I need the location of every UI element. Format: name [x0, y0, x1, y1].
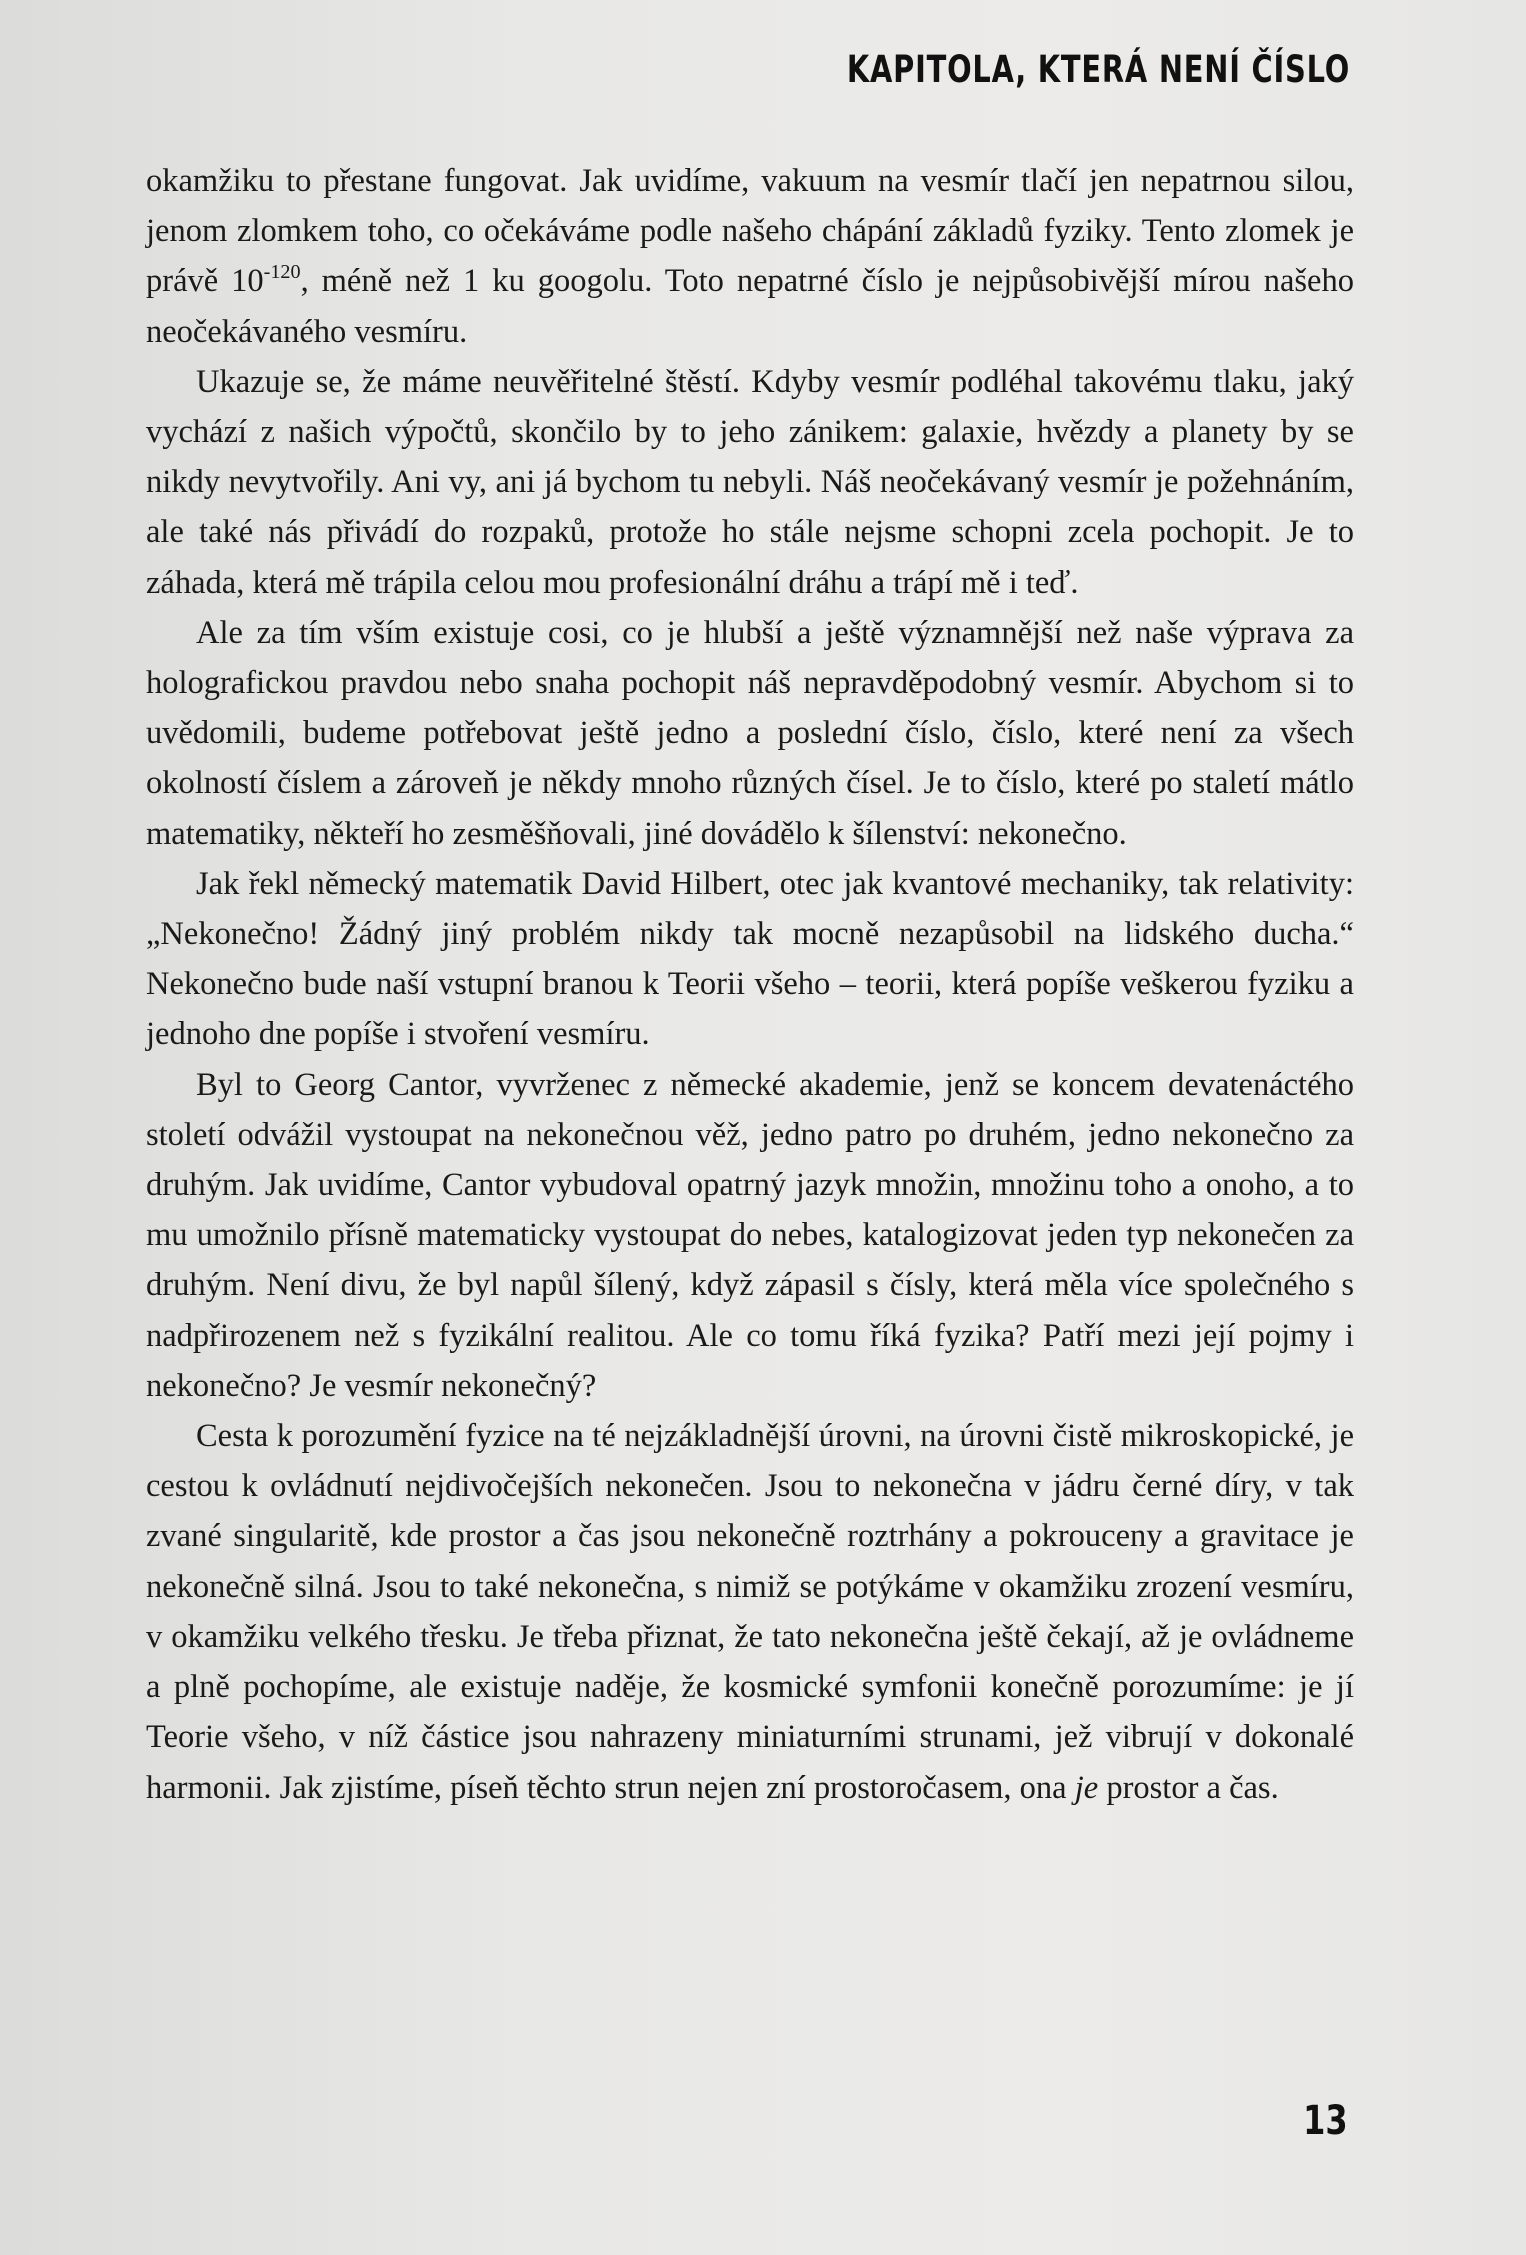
exponent: -120 — [263, 261, 301, 284]
paragraph-3: Ale za tím vším existuje cosi, co je hlubší a ještě významnější než naše výprava za holografickou pravdou nebo snaha pochopit náš nepravděpodobný vesmír. Abychom si to uvědomili, budeme potřebovat ještě jedno a poslední číslo, číslo, které není za všech okolností číslem a zároveň je někdy mnoho různých čísel. Je to číslo, které po staletí mátlo matematiky, někteří ho zesměšňovali, jiné dovádělo k šílenství: nekonečno. — [146, 614, 1354, 852]
paragraph-1-text-start: okamžiku to přestane fungovat. Jak uvidíme, vakuum na vesmír tlačí jen nepatrnou silou, jenom zlomkem toho, co očekáváme podle našeho chápání základů fyziky. Tento zlomek je právě 10 — [146, 163, 1354, 300]
paragraph-6 — [146, 1411, 1354, 1813]
paragraph-1-text-end: , méně než 1 ku googolu. Toto nepatrné číslo je nejpůsobivější mírou našeho neočekávaného vesmíru. — [146, 263, 1354, 350]
running-head: KAPITOLA, KTERÁ NENÍ ČÍSLO — [846, 48, 1350, 91]
body-text — [146, 156, 1354, 1813]
paragraph-6-text-start: Cesta k porozumění fyzice na té nejzákladnější úrovni, na úrovni čistě mikroskopické, je cestou k ovládnutí nejdivočejších nekonečen. Jsou to nekonečna v jádru černé díry, v tak zvané singularitě, kde prostor a čas jsou nekonečně roztrhány a pokrouceny a gravitace je nekonečně silná. Jsou to také nekonečna, s nimiž se potýkáme v okamžiku zrození vesmíru, v okamžiku velkého třesku. Je třeba přiznat, že tato nekonečna ještě čekají, až je ovládneme a plně pochopíme, ale existuje naděje, že kosmické symfonii konečně porozumíme: je jí Teorie všeho, v níž částice jsou nahrazeny miniaturními strunami, jež vibrují v dokonalé harmonii. Jak zjistíme, píseň těchto strun nejen zní prostoročasem, ona — [146, 1418, 1354, 1806]
paragraph-4: Jak řekl německý matematik David Hilbert, otec jak kvantové mechaniky, tak relativity: „Nekonečno! Žádný jiný problém nikdy tak mocně nezapůsobil na lidského ducha.“ Nekonečno bude naší vstupní branou k Teorii všeho – teorii, která popíše veškerou fyziku a jednoho dne popíše i stvoření vesmíru. — [146, 865, 1354, 1053]
paragraph-5: Byl to Georg Cantor, vyvrženec z německé akademie, jenž se koncem devatenáctého století odvážil vystoupat na nekonečnou věž, jedno patro po druhém, jedno nekonečno za druhým. Jak uvidíme, Cantor vybudoval opatrný jazyk množin, množinu toho a onoho, a to mu umožnilo přísně matematicky vystoupat do nebes, katalogizovat jeden typ nekonečen za druhým. Není divu, že byl napůl šílený, když zápasil s čísly, která měla více společného s nadpřirozenem než s fyzikální realitou. Ale co tomu říká fyzika? Patří mezi její pojmy i nekonečno? Je vesmír nekonečný? — [146, 1066, 1354, 1404]
paragraph-2: Ukazuje se, že máme neuvěřitelné štěstí. Kdyby vesmír podléhal takovému tlaku, jaký vychází z našich výpočtů, skončilo by to jeho zánikem: galaxie, hvězdy a planety by se nikdy nevytvořily. Ani vy, ani já bychom tu nebyli. Náš neočekávaný vesmír je požehnáním, ale také nás přivádí do rozpaků, protože ho stále nejsme schopni zcela pochopit. Je to záhada, která mě trápila celou mou profesionální dráhu a trápí mě i teď. — [146, 363, 1354, 601]
italic-word: je — [1074, 1769, 1099, 1806]
paragraph-1 — [146, 156, 1354, 357]
paragraph-6-text-end: prostor a čas. — [1098, 1769, 1279, 1806]
page-number: 13 — [1303, 2098, 1348, 2144]
